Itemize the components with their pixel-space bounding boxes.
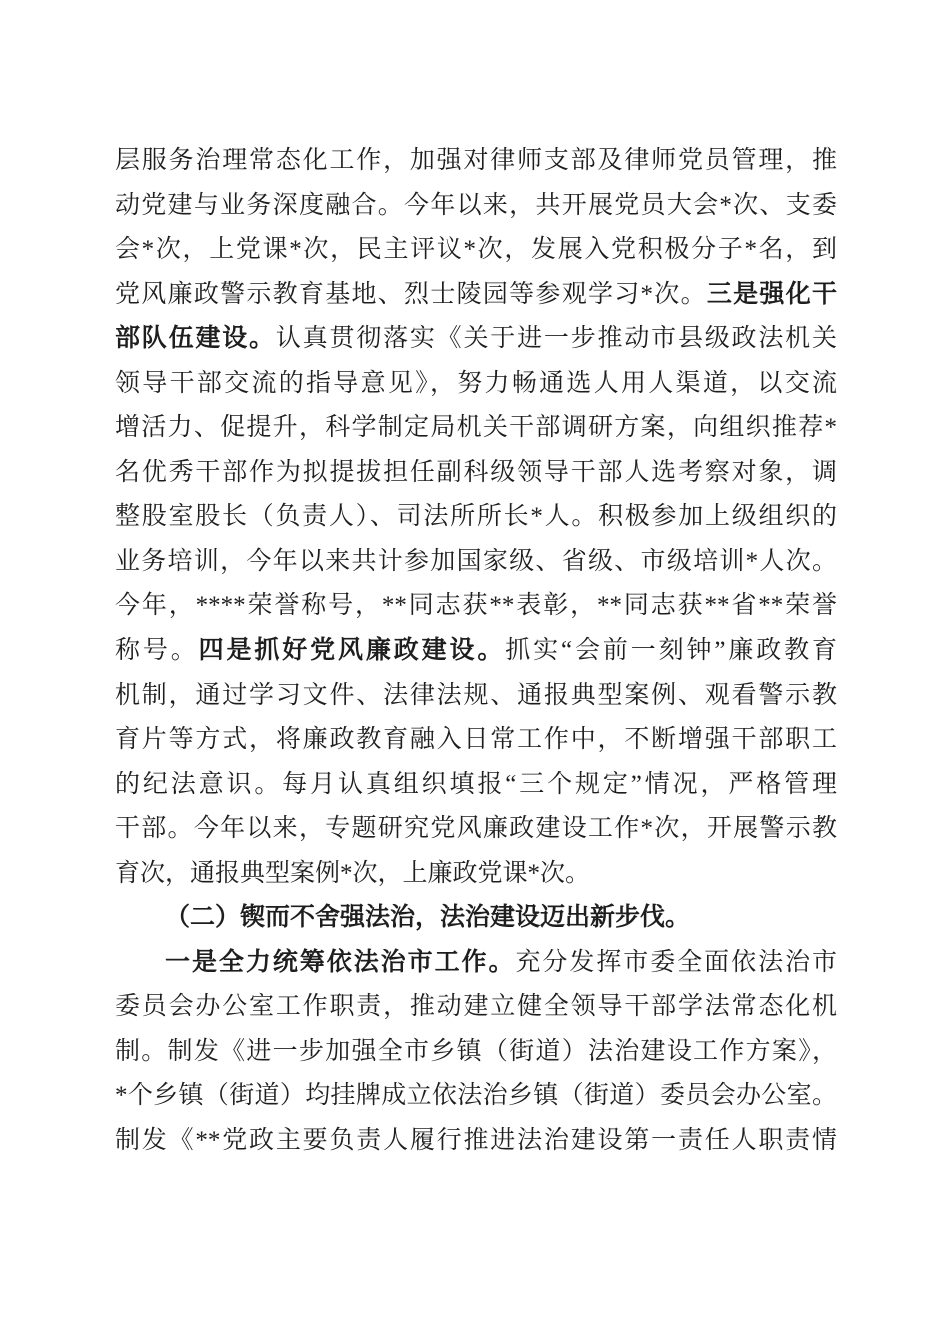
text-line — [115, 406, 837, 451]
text-segment: 动党建与业务深度融合。今年以来，共开展党员大会*次、支委 — [115, 191, 837, 219]
text-segment: 充分发挥市委全面依法治市 — [515, 948, 837, 976]
text-line — [115, 1074, 837, 1119]
text-segment: 认真贯彻落实《关于进一步推动市县级政法机关 — [275, 325, 837, 353]
text-line — [115, 273, 837, 318]
text-segment: 层服务治理常态化工作，加强对律师支部及律师党员管理，推 — [115, 147, 837, 174]
text-line — [115, 139, 837, 184]
text-segment: 领导干部交流的指导意见》，努力畅通选人用人渠道，以交流 — [115, 369, 837, 397]
text-line — [115, 718, 837, 763]
text-segment-emphasis: 三是强化干 — [706, 280, 837, 308]
text-segment: 名优秀干部作为拟提拔担任副科级领导干部人选考察对象，调 — [115, 458, 837, 486]
text-line — [115, 763, 837, 808]
document-body — [115, 139, 837, 1164]
text-segment-emphasis: 四是抓好党风廉政建设。 — [198, 637, 506, 665]
text-line — [115, 674, 837, 719]
text-segment-emphasis: （二）锲而不舍强法治，法治建设迈出新步伐。 — [165, 904, 691, 932]
text-segment-emphasis: 部队伍建设。 — [115, 325, 276, 353]
text-segment: 业务培训，今年以来共计参加国家级、省级、市级培训*人次。 — [115, 547, 837, 575]
text-segment: 党风廉政警示教育基地、烈士陵园等参观学习*次。 — [115, 280, 707, 308]
text-line — [115, 184, 837, 229]
text-line — [115, 985, 837, 1030]
text-line — [115, 451, 837, 496]
text-segment: 委员会办公室工作职责，推动建立健全领导干部学法常态化机 — [115, 993, 837, 1021]
text-segment: 增活力、促提升，科学制定局机关干部调研方案，向组织推荐* — [115, 414, 837, 442]
text-segment: 干部。今年以来，专题研究党风廉政建设工作*次，开展警示教 — [115, 815, 837, 843]
text-segment: 制发《**党政主要负责人履行推进法治建设第一责任人职责情 — [115, 1127, 837, 1155]
text-segment: 制。制发《进一步加强全市乡镇（街道）法治建设工作方案》， — [115, 1037, 837, 1065]
text-line — [115, 896, 837, 941]
text-line — [115, 584, 837, 629]
text-segment-emphasis: 一是全力统筹依法治市工作。 — [165, 948, 516, 976]
text-line — [115, 1030, 837, 1075]
text-segment: 机制，通过学习文件、法律法规、通报典型案例、观看警示教 — [115, 681, 837, 709]
text-line — [115, 852, 837, 897]
text-segment: 称号。 — [115, 637, 199, 665]
text-line — [115, 362, 837, 407]
text-segment: 育片等方式，将廉政教育融入日常工作中，不断增强干部职工 — [115, 726, 837, 754]
text-segment: 育次，通报典型案例*次，上廉政党课*次。 — [115, 859, 591, 887]
text-line — [115, 807, 837, 852]
text-segment: 的纪法意识。每月认真组织填报“三个规定”情况，严格管理 — [115, 770, 837, 798]
text-segment: *个乡镇（街道）均挂牌成立依法治乡镇（街道）委员会办公室。 — [115, 1082, 837, 1110]
text-line — [115, 228, 837, 273]
text-line — [115, 317, 837, 362]
text-line — [115, 540, 837, 585]
text-segment: 今年，****荣誉称号，**同志获**表彰，**同志获**省**荣誉 — [115, 592, 837, 620]
text-line — [115, 941, 837, 986]
text-segment: 抓实“会前一刻钟”廉政教育 — [505, 637, 837, 665]
text-segment: 整股室股长（负责人）、司法所所长*人。积极参加上级组织的 — [115, 503, 837, 531]
document-page — [115, 139, 837, 1164]
text-segment: 会*次，上党课*次，民主评议*次，发展入党积极分子*名，到 — [115, 236, 837, 264]
text-line — [115, 495, 837, 540]
text-line — [115, 629, 837, 674]
text-line — [115, 1119, 837, 1164]
